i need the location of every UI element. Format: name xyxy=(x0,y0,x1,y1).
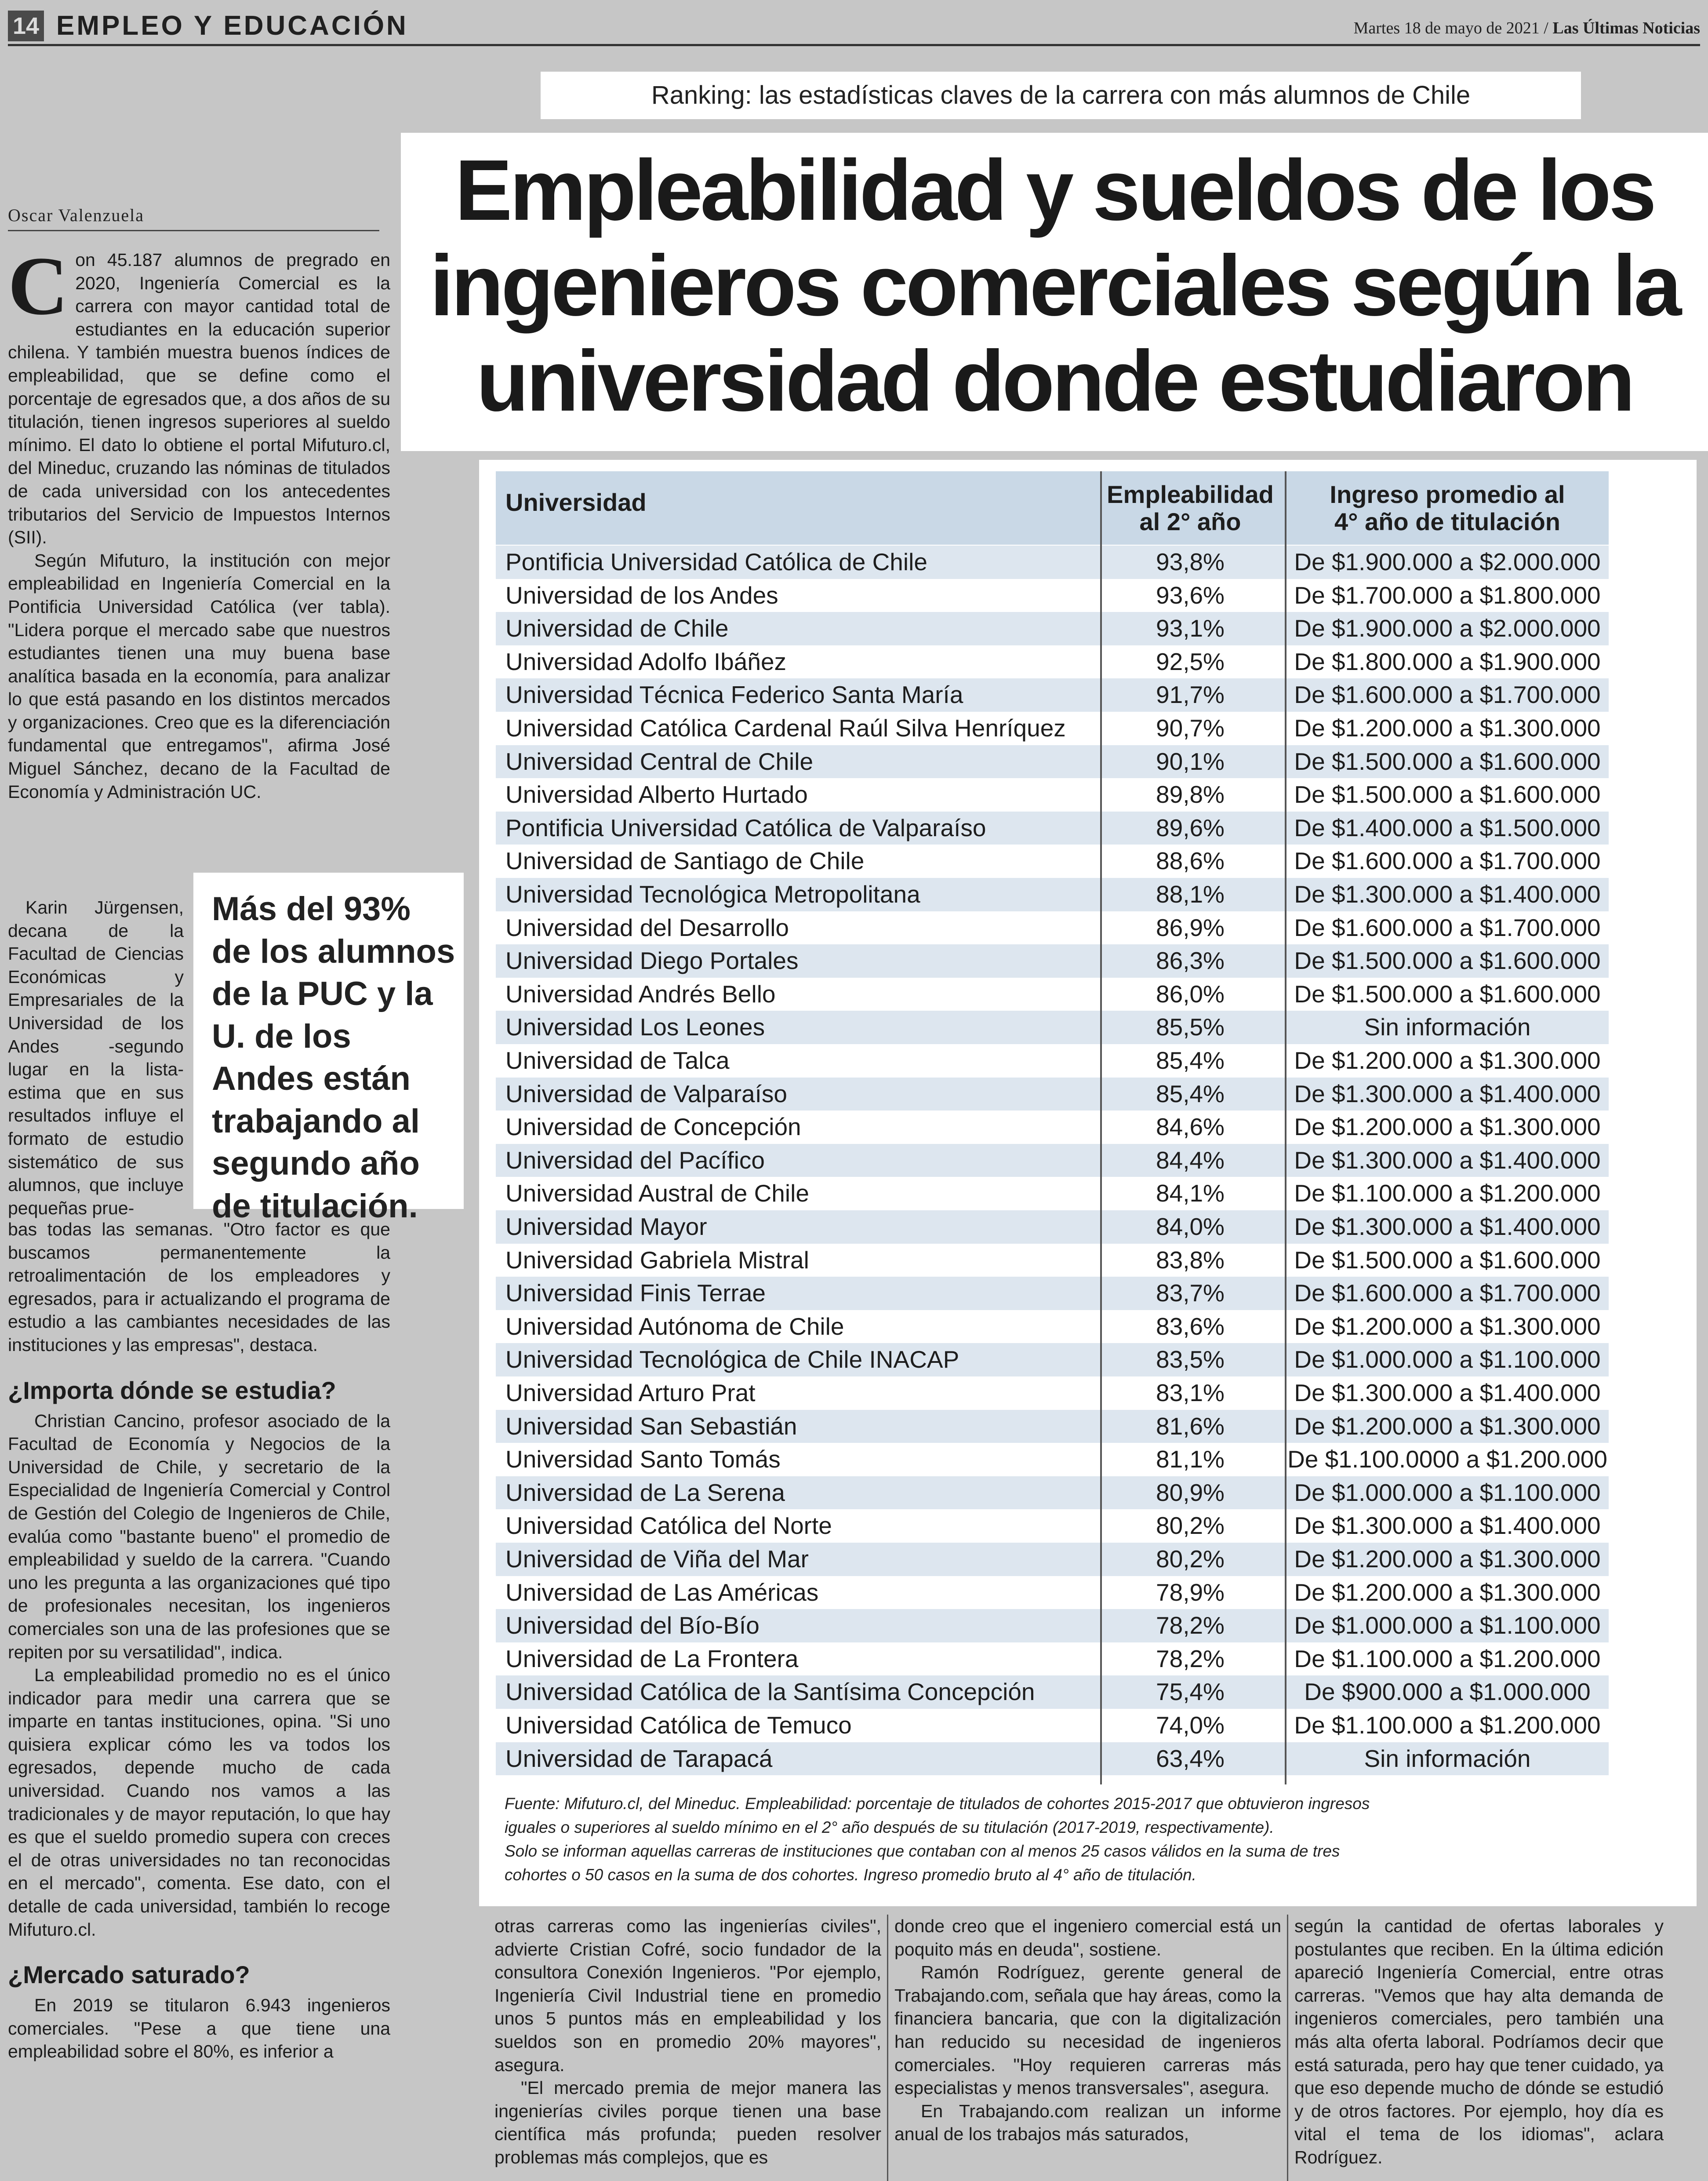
cell-ingreso: De $1.000.000 a $1.100.000 xyxy=(1294,1346,1601,1373)
cell-universidad: Universidad de Concepción xyxy=(505,1113,801,1141)
column-header-line: Ingreso promedio al xyxy=(1330,481,1565,508)
cell-ingreso: De $1.300.000 a $1.400.000 xyxy=(1294,1512,1601,1540)
table-row xyxy=(496,1310,1609,1344)
cell-universidad: Universidad del Bío-Bío xyxy=(505,1612,760,1639)
paragraph: según la cantidad de ofertas laborales y postulantes que reciben. En la última edición apareció Ingeniería Comercial, entre otras carreras. "Vemos que hay alta demanda de ingenieros comerciales, pero también una más alta oferta laboral. Podríamos decir que está saturada, pero hay que tener cuidado, ya que eso depende mucho de dónde se estudió y de otros factores. Por ejemplo, hoy día es vital el tema de los idiomas", aclara Rodríguez. xyxy=(1294,1916,1664,2167)
cell-universidad: Universidad Austral de Chile xyxy=(505,1180,809,1207)
cell-universidad: Universidad Técnica Federico Santa María xyxy=(505,681,963,709)
section-title: EMPLEO Y EDUCACIÓN xyxy=(56,11,408,41)
table-row xyxy=(496,612,1609,645)
cell-empleabilidad: 78,2% xyxy=(1156,1612,1225,1639)
cell-ingreso: De $1.300.000 a $1.400.000 xyxy=(1294,1146,1601,1174)
table-row xyxy=(496,1177,1609,1210)
cell-universidad: Universidad Tecnológica Metropolitana xyxy=(505,881,920,908)
cell-ingreso: De $1.700.000 a $1.800.000 xyxy=(1294,581,1601,609)
cell-empleabilidad: 78,2% xyxy=(1156,1645,1225,1672)
note-line: Fuente: Mifuturo.cl, del Mineduc. Empleabilidad: porcentaje de titulados de cohortes 2015-2017 que obtuvieron ingresos xyxy=(505,1795,1370,1813)
cell-empleabilidad: 84,0% xyxy=(1156,1213,1225,1240)
cell-ingreso: De $1.000.000 a $1.100.000 xyxy=(1294,1478,1601,1506)
paragraph: Christian Cancino, profesor asociado de la Facultad de Economía y Negocios de la Universidad de Chile, y secretario de la Especialidad de Ingeniería Comercial y Control de Gestión del Colegio de Ingenieros de Chile, evalúa como "bastante bueno" el promedio de empleabilidad y sueldo de la carrera. "Cuando uno les pregunta a las organizaciones qué tipo de profesionales necesitan, los ingenieros comerciales son una de las profesiones que se repiten por su versatilidad", indica. xyxy=(8,1410,390,1662)
note-line: iguales o superiores al sueldo mínimo en el 2° año después de su titulación (2017-2019, respectivamente). xyxy=(505,1818,1274,1836)
article-column-bottom-3 xyxy=(1294,1915,1664,2181)
column-header-line: Empleabilidad xyxy=(1107,481,1274,508)
cell-ingreso: De $1.200.000 a $1.300.000 xyxy=(1294,1312,1601,1340)
cell-universidad: Universidad de Tarapacá xyxy=(505,1744,773,1772)
cell-ingreso: De $1.200.000 a $1.300.000 xyxy=(1294,1545,1601,1573)
table-row xyxy=(496,1044,1609,1078)
note-line: cohortes o 50 casos en la suma de dos cohortes. Ingreso promedio bruto al 4° año de titulación. xyxy=(505,1866,1196,1884)
table-row xyxy=(496,712,1609,745)
cell-ingreso: De $1.000.000 a $1.100.000 xyxy=(1294,1612,1601,1639)
cell-universidad: Pontificia Universidad Católica de Chile xyxy=(505,548,927,575)
cell-universidad: Universidad Tecnológica de Chile INACAP xyxy=(505,1346,959,1373)
paragraph: otras carreras como las ingenierías civiles", advierte Cristian Cofré, socio fundador de la consultora Conexión Ingenieros. "Por ejemplo, Ingeniería Civil Industrial tiene en promedio unos 5 puntos más en empleabilidad y los sueldos son en promedio 20% mayores", asegura. xyxy=(494,1916,881,2075)
table-row xyxy=(496,546,1609,579)
cell-ingreso: De $1.200.000 a $1.300.000 xyxy=(1294,1113,1601,1141)
page-number: 14 xyxy=(8,11,44,41)
table-row xyxy=(496,1576,1609,1609)
table-row xyxy=(496,1011,1609,1044)
table-row xyxy=(496,812,1609,845)
table-row xyxy=(496,1343,1609,1376)
table-row xyxy=(496,678,1609,712)
cell-empleabilidad: 80,2% xyxy=(1156,1545,1225,1573)
cell-ingreso: De $1.600.000 a $1.700.000 xyxy=(1294,914,1601,941)
table-row xyxy=(496,1410,1609,1443)
cell-ingreso: De $1.200.000 a $1.300.000 xyxy=(1294,1412,1601,1440)
cell-empleabilidad: 86,9% xyxy=(1156,914,1225,941)
cell-ingreso: De $900.000 a $1.000.000 xyxy=(1304,1678,1591,1706)
cell-empleabilidad: 92,5% xyxy=(1156,648,1225,675)
cell-empleabilidad: 84,4% xyxy=(1156,1146,1225,1174)
cell-empleabilidad: 85,4% xyxy=(1156,1047,1225,1074)
cell-empleabilidad: 80,9% xyxy=(1156,1478,1225,1506)
cell-universidad: Universidad Diego Portales xyxy=(505,947,799,975)
paragraph: Ramón Rodríguez, gerente general de Trabajando.com, señala que hay áreas, como la financiera bancaria, que con la digitalización han reducido su necesidad de ingenieros comerciales. "Hoy requieren carreras más especialistas y menos transversales", asegura. xyxy=(894,1962,1281,2098)
cell-ingreso: De $1.300.000 a $1.400.000 xyxy=(1294,1379,1601,1406)
cell-empleabilidad: 81,1% xyxy=(1156,1446,1225,1473)
cell-ingreso: De $1.600.000 a $1.700.000 xyxy=(1294,681,1601,709)
cell-ingreso: De $1.600.000 a $1.700.000 xyxy=(1294,1279,1601,1307)
cell-universidad: Universidad Católica de la Santísima Concepción xyxy=(505,1678,1035,1706)
article-headline: Empleabilidad y sueldos de los ingenieros comerciales según la universidad donde estudiaron xyxy=(429,142,1679,429)
byline: Oscar Valenzuela xyxy=(8,196,379,231)
headline-box xyxy=(401,133,1708,451)
table-row xyxy=(496,745,1609,779)
cell-universidad: Universidad de Talca xyxy=(505,1047,730,1074)
table-row xyxy=(496,778,1609,812)
cell-universidad: Universidad Central de Chile xyxy=(505,747,814,775)
table-row xyxy=(496,1476,1609,1510)
cell-empleabilidad: 86,0% xyxy=(1156,980,1225,1008)
cell-universidad: Universidad de Chile xyxy=(505,615,729,642)
table-row xyxy=(496,1709,1609,1742)
cell-empleabilidad: 84,6% xyxy=(1156,1113,1225,1141)
cell-empleabilidad: 83,6% xyxy=(1156,1312,1225,1340)
table-row xyxy=(496,1244,1609,1277)
cell-universidad: Universidad del Desarrollo xyxy=(505,914,789,941)
paragraph xyxy=(8,240,390,549)
cell-empleabilidad: 83,1% xyxy=(1156,1379,1225,1406)
cell-universidad: Universidad de Valparaíso xyxy=(505,1080,788,1107)
cell-ingreso: De $1.500.000 a $1.600.000 xyxy=(1294,781,1601,808)
table-notes xyxy=(505,1792,1608,1887)
cell-ingreso: De $1.300.000 a $1.400.000 xyxy=(1294,881,1601,908)
table-row xyxy=(496,579,1609,612)
cell-universidad: Universidad Gabriela Mistral xyxy=(505,1246,809,1274)
newspaper-name: Las Últimas Noticias xyxy=(1552,19,1700,37)
cell-empleabilidad: 63,4% xyxy=(1156,1744,1225,1772)
cell-empleabilidad: 93,1% xyxy=(1156,615,1225,642)
cell-universidad: Universidad de La Serena xyxy=(505,1478,785,1506)
table-row xyxy=(496,944,1609,978)
cell-universidad: Universidad Finis Terrae xyxy=(505,1279,766,1307)
cell-empleabilidad: 84,1% xyxy=(1156,1180,1225,1207)
column-header-universidad: Universidad xyxy=(505,488,647,516)
paragraph: Karin Jürgensen, decana de la Facultad de Ciencias Económicas y Empresariales de la Universidad de los Andes -segundo lugar en la lista- estima que en sus resultados influye el formato de estudio sistemático de sus alumnos, que incluye pequeñas prue- xyxy=(8,897,184,1218)
cell-ingreso: De $1.100.000 a $1.200.000 xyxy=(1294,1645,1601,1672)
table-row xyxy=(496,1376,1609,1410)
cell-universidad: Universidad de Viña del Mar xyxy=(505,1545,809,1573)
cell-ingreso: De $1.500.000 a $1.600.000 xyxy=(1294,947,1601,975)
cell-universidad: Universidad Alberto Hurtado xyxy=(505,781,808,808)
cell-empleabilidad: 80,2% xyxy=(1156,1512,1225,1540)
cell-universidad: Universidad Católica de Temuco xyxy=(505,1711,852,1739)
cell-ingreso: De $1.500.000 a $1.600.000 xyxy=(1294,980,1601,1008)
cell-universidad: Universidad del Pacífico xyxy=(505,1146,765,1174)
paragraph: En Trabajando.com realizan un informe anual de los trabajos más saturados, xyxy=(894,2101,1281,2145)
table-row xyxy=(496,1277,1609,1310)
table-row xyxy=(496,1210,1609,1244)
cell-empleabilidad: 88,1% xyxy=(1156,881,1225,908)
cell-universidad: Universidad Arturo Prat xyxy=(505,1379,756,1406)
cell-ingreso: De $1.500.000 a $1.600.000 xyxy=(1294,747,1601,775)
cell-empleabilidad: 93,6% xyxy=(1156,581,1225,609)
table-row xyxy=(496,1111,1609,1144)
article-column-narrow xyxy=(8,896,184,1218)
cell-empleabilidad: 91,7% xyxy=(1156,681,1225,709)
paragraph: En 2019 se titularon 6.943 ingenieros comerciales. "Pese a que tiene una empleabilidad sobre el 80%, es inferior a xyxy=(8,1995,390,2062)
table-row xyxy=(496,1642,1609,1676)
article-column-left-bottom xyxy=(8,1218,390,2181)
cell-empleabilidad: 75,4% xyxy=(1156,1678,1225,1706)
pullquote-box xyxy=(193,873,464,1225)
column-rule xyxy=(1287,1915,1288,2181)
dateline xyxy=(1354,15,1700,41)
cell-universidad: Universidad de Santiago de Chile xyxy=(505,847,865,875)
table-row xyxy=(496,1509,1609,1543)
cell-ingreso: De $1.100.000 a $1.200.000 xyxy=(1294,1711,1601,1739)
cell-empleabilidad: 83,8% xyxy=(1156,1246,1225,1274)
cell-universidad: Universidad de Las Américas xyxy=(505,1578,819,1606)
cell-empleabilidad: 90,1% xyxy=(1156,747,1225,775)
cell-empleabilidad: 89,8% xyxy=(1156,781,1225,808)
table-row xyxy=(496,1543,1609,1576)
cell-empleabilidad: 81,6% xyxy=(1156,1412,1225,1440)
table-row xyxy=(496,911,1609,945)
cell-ingreso: De $1.900.000 a $2.000.000 xyxy=(1294,548,1601,575)
paragraph: La empleabilidad promedio no es el único indicador para medir una carrera que se imparte en tantas instituciones, opina. "Si uno quisiera explicar cómo les va todos los egresados, depende mucho de cada universidad. Cuando nos vamos a las tradicionales y de mayor reputación, lo que hay es que el sueldo promedio supera con creces el de otras universidades no tan reconocidas en el mercado", comenta. Ese dato, con el detalle de cada universidad, también lo recoge Mifuturo.cl. xyxy=(8,1665,390,1940)
cell-ingreso: De $1.900.000 a $2.000.000 xyxy=(1294,615,1601,642)
column-rule xyxy=(887,1915,888,2181)
cell-empleabilidad: 93,8% xyxy=(1156,548,1225,575)
cell-universidad: Universidad de La Frontera xyxy=(505,1645,799,1672)
table-row xyxy=(496,645,1609,679)
paragraph-text: on 45.187 alumnos de pregrado en 2020, Ingeniería Comercial es la carrera con mayor cantidad total de estudiantes en la educación superior chilena. Y también muestra buenos índices de empleabilidad, que se define como el porcentaje de egresados que, a dos años de su titulación, tienen ingresos superiores al sueldo mínimo. El dato lo obtiene el portal Mifuturo.cl, del Mineduc, cruzando las nóminas de titulados de cada universidad con los antecedentes tributarios del Servicio de Impuestos Internos (SII). xyxy=(8,250,390,548)
cell-universidad: Universidad de los Andes xyxy=(505,581,778,609)
table-row xyxy=(496,1443,1609,1476)
cell-empleabilidad: 83,5% xyxy=(1156,1346,1225,1373)
table-row xyxy=(496,1742,1609,1776)
cell-empleabilidad: 85,4% xyxy=(1156,1080,1225,1107)
cell-universidad: Universidad Mayor xyxy=(505,1213,707,1240)
cell-ingreso: De $1.600.000 a $1.700.000 xyxy=(1294,847,1601,875)
cell-empleabilidad: 90,7% xyxy=(1156,714,1225,742)
dropcap: C xyxy=(8,240,69,332)
cell-ingreso: Sin información xyxy=(1364,1013,1531,1041)
paragraph: donde creo que el ingeniero comercial está un poquito más en deuda", sostiene. xyxy=(894,1916,1281,1959)
cell-universidad: Universidad Santo Tomás xyxy=(505,1446,781,1473)
column-divider xyxy=(1285,471,1286,1784)
subhead: ¿Mercado saturado? xyxy=(8,1961,250,1989)
cell-ingreso: De $1.400.000 a $1.500.000 xyxy=(1294,814,1601,841)
paragraph: Según Mifuturo, la institución con mejor empleabilidad en Ingeniería Comercial en la Pontificia Universidad Católica (ver tabla). "Lidera porque el mercado sabe que nuestros estudiantes tienen una muy buena base analítica basada en la economía, para analizar lo que está pasando en los distintos mercados y organizaciones. Creo que es la diferenciación fundamental que entregamos", afirma José Miguel Sánchez, decano de la Facultad de Economía y Administración UC. xyxy=(8,550,390,802)
cell-ingreso: De $1.200.000 a $1.300.000 xyxy=(1294,714,1601,742)
cell-empleabilidad: 86,3% xyxy=(1156,947,1225,975)
note-line: Solo se informan aquellas carreras de instituciones que contaban con al menos 25 casos válidos en la suma de tres xyxy=(505,1842,1340,1860)
cell-universidad: Universidad San Sebastián xyxy=(505,1412,797,1440)
subhead: ¿Importa dónde se estudia? xyxy=(8,1376,336,1404)
table-row xyxy=(496,878,1609,911)
column-header-line: al 2° año xyxy=(1139,508,1241,535)
cell-ingreso: De $1.200.000 a $1.300.000 xyxy=(1294,1047,1601,1074)
page-header xyxy=(8,8,1700,46)
table-row xyxy=(496,978,1609,1011)
cell-ingreso: De $1.200.000 a $1.300.000 xyxy=(1294,1578,1601,1606)
cell-ingreso: De $1.500.000 a $1.600.000 xyxy=(1294,1246,1601,1274)
cell-ingreso: Sin información xyxy=(1364,1744,1531,1772)
publication-date: Martes 18 de mayo de 2021 / xyxy=(1353,19,1548,37)
cell-universidad: Universidad Católica del Norte xyxy=(505,1512,832,1540)
column-header-empleabilidad xyxy=(1102,481,1278,554)
article-kicker: Ranking: las estadísticas claves de la carrera con más alumnos de Chile xyxy=(541,72,1581,119)
cell-empleabilidad: 89,6% xyxy=(1156,814,1225,841)
pullquote: Más del 93% de los alumnos de la PUC y la U. de los Andes están trabajando al segundo año de titulación. xyxy=(212,890,455,1225)
cell-universidad: Universidad Los Leones xyxy=(505,1013,765,1041)
table-row xyxy=(496,845,1609,878)
column-divider xyxy=(1100,471,1102,1784)
cell-universidad: Pontificia Universidad Católica de Valparaíso xyxy=(505,814,986,841)
cell-empleabilidad: 78,9% xyxy=(1156,1578,1225,1606)
table-row xyxy=(496,1144,1609,1177)
cell-ingreso: De $1.300.000 a $1.400.000 xyxy=(1294,1213,1601,1240)
article-column-left-top xyxy=(8,240,390,875)
cell-ingreso: De $1.800.000 a $1.900.000 xyxy=(1294,648,1601,675)
cell-empleabilidad: 85,5% xyxy=(1156,1013,1225,1041)
cell-empleabilidad: 83,7% xyxy=(1156,1279,1225,1307)
column-header-ingreso xyxy=(1287,481,1608,554)
cell-universidad: Universidad Católica Cardenal Raúl Silva Henríquez xyxy=(505,714,1066,742)
cell-universidad: Universidad Adolfo Ibáñez xyxy=(505,648,787,675)
ranking-table xyxy=(479,460,1697,1906)
paragraph: "El mercado premia de mejor manera las ingenierías civiles porque tienen una base científica más profunda; pueden resolver problemas más complejos, que es xyxy=(494,2078,881,2167)
cell-ingreso: De $1.100.000 a $1.200.000 xyxy=(1294,1180,1601,1207)
article-column-bottom-2 xyxy=(894,1915,1281,2181)
table-row xyxy=(496,1078,1609,1111)
article-column-bottom-1 xyxy=(494,1915,881,2181)
column-header-line: 4° año de titulación xyxy=(1334,508,1560,535)
paragraph: bas todas las semanas. "Otro factor es que buscamos permanentemente la retroalimentación de los empleadores y egresados, para ir actualizando el programa de estudio a las cambiantes necesidades de las instituciones y las empresas", destaca. xyxy=(8,1219,390,1355)
table-header xyxy=(496,471,1609,545)
cell-empleabilidad: 88,6% xyxy=(1156,847,1225,875)
cell-empleabilidad: 74,0% xyxy=(1156,1711,1225,1739)
cell-universidad: Universidad Andrés Bello xyxy=(505,980,776,1008)
table-row xyxy=(496,1675,1609,1709)
cell-universidad: Universidad Autónoma de Chile xyxy=(505,1312,844,1340)
cell-ingreso: De $1.300.000 a $1.400.000 xyxy=(1294,1080,1601,1107)
cell-ingreso: De $1.100.0000 a $1.200.000 xyxy=(1287,1446,1607,1473)
table-row xyxy=(496,1609,1609,1642)
